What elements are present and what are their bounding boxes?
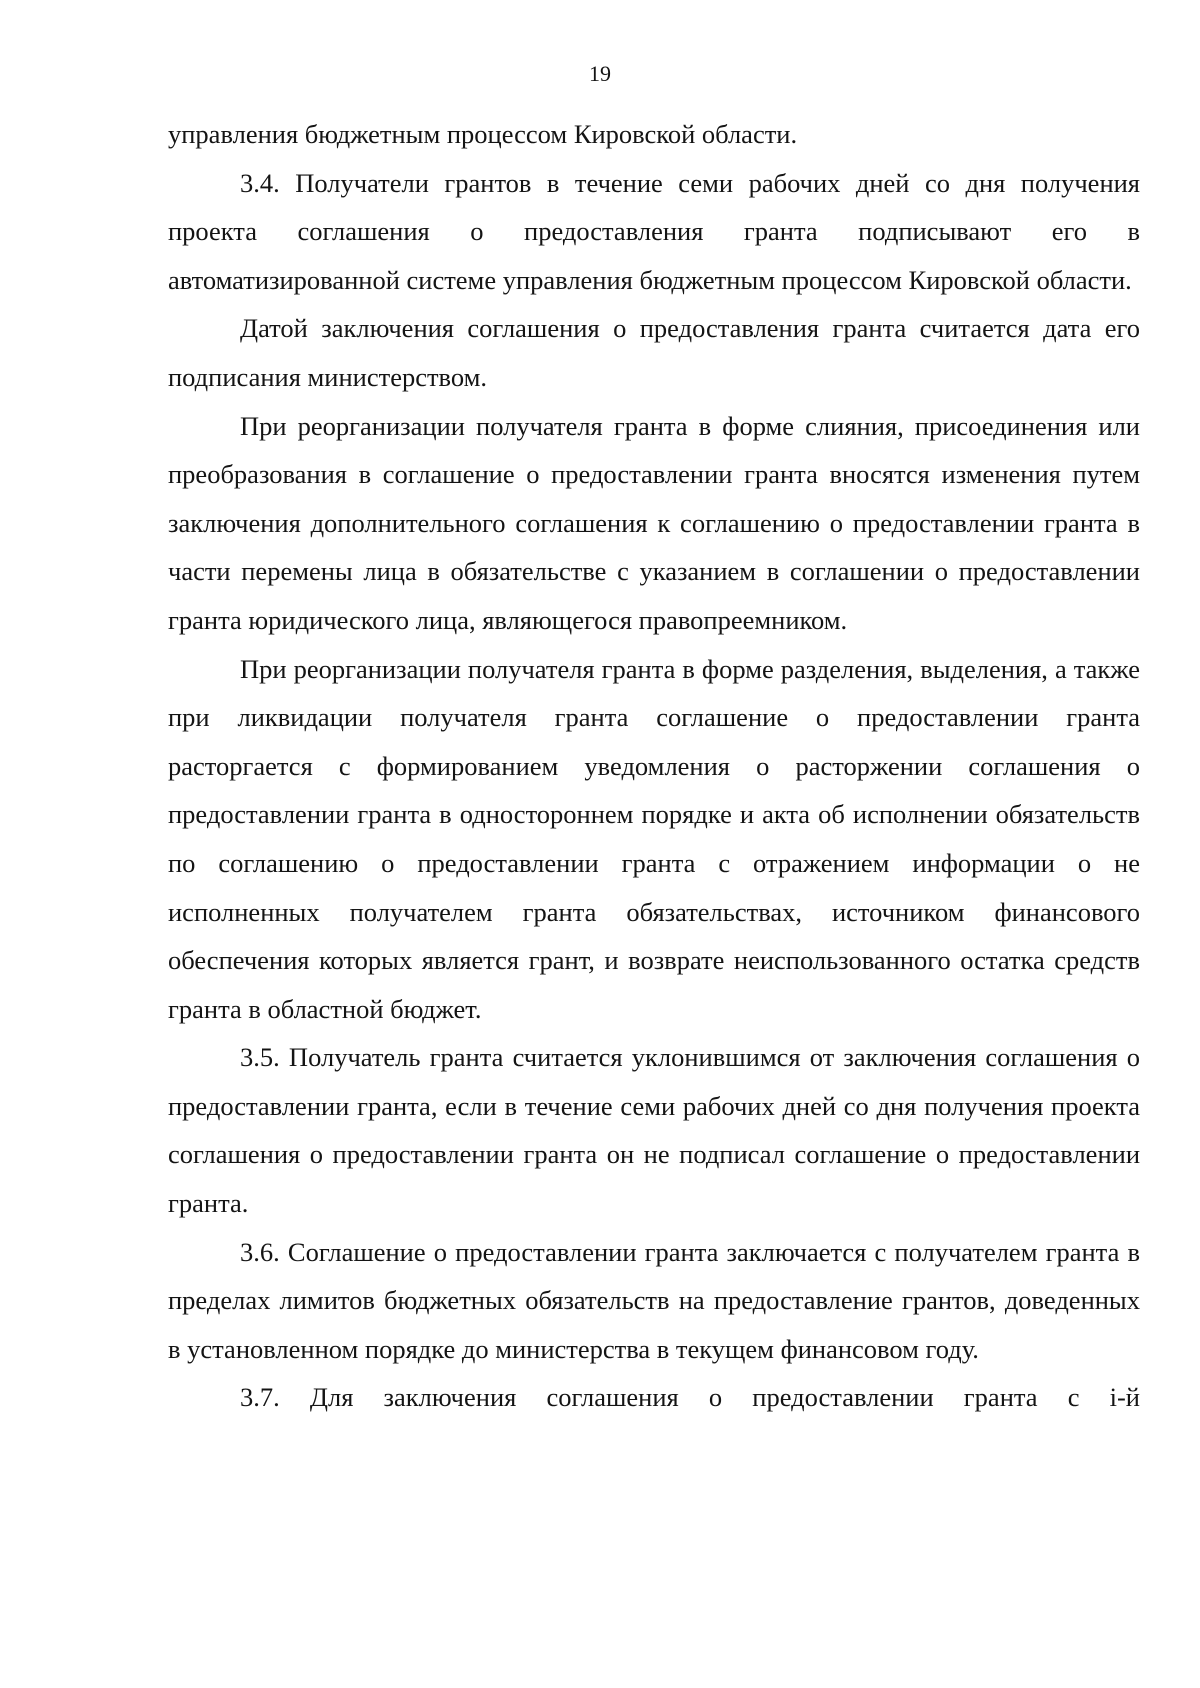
paragraph-3-6: 3.6. Соглашение о предоставлении гранта заключается с получателем гранта в пределах лимитов бюджетных обязательств на предоставление грантов, доведенных в установленном порядке до министерства в текущем финансовом году. (168, 1236, 1140, 1364)
paragraph-3-7: 3.7. Для заключения соглашения о предоставлении гранта с i-й (240, 1382, 1140, 1413)
paragraph-signing-date: Датой заключения соглашения о предоставления гранта считается дата его подписания министерством. (168, 313, 1140, 392)
paragraph-continuation: управления бюджетным процессом Кировской области. (168, 119, 798, 149)
paragraph-3-4: 3.4. Получатели грантов в течение семи рабочих дней со дня получения проекта соглашения о предоставления гранта подписывают его в автоматизированной системе управления бюджетным процессом Кировской области. (168, 167, 1140, 295)
paragraph-3-5: 3.5. Получатель гранта считается уклонившимся от заключения соглашения о предоставлении гранта, если в течение семи рабочих дней со дня получения проекта соглашения о предоставлении гранта он не подписал соглашение о предоставлении гранта. (168, 1042, 1140, 1219)
page-number: 19 (589, 61, 611, 86)
paragraph-reorganization-merger: При реорганизации получателя гранта в форме слияния, присоединения или преобразования в соглашение о предоставлении гранта вносятся изменения путем заключения дополнительного соглашения к соглашению о предоставлении гранта в части перемены лица в обязательстве с указанием в соглашении о предоставлении гранта юридического лица, являющегося правопреемником. (168, 410, 1140, 635)
paragraph-reorganization-division: При реорганизации получателя гранта в форме разделения, выделения, а также при ликвидации получателя гранта соглашение о предоставлении гранта расторгается с формированием уведомления о расторжении соглашения о предоставлении гранта в одностороннем порядке и акта об исполнении обязательств по соглашению о предоставлении гранта с отражением информации о не исполненных получателем гранта обязательствах, источником финансового обеспечения которых является грант, и возврате неиспользованного остатка средств гранта в областной бюджет. (168, 653, 1140, 1024)
document-body (168, 110, 1140, 1422)
